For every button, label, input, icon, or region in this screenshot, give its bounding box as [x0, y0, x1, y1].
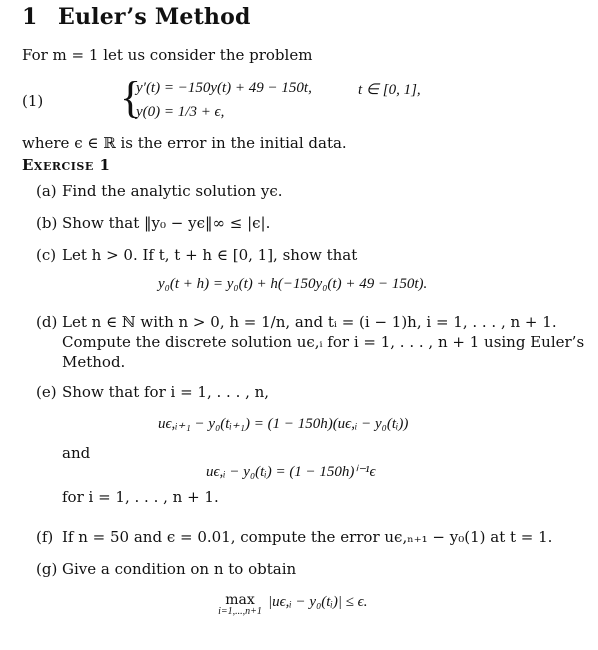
item-c-formula: y₀(t + h) = y₀(t) + h(−150y₀(t) + 49 − 150t). [158, 276, 428, 292]
item-e-label: (e) [36, 383, 57, 401]
equation-label: (1) [22, 92, 44, 110]
item-d-line-2: Compute the discrete solution uϵ,ᵢ for i = 1, . . . , n + 1 using Euler’s [62, 333, 585, 351]
section-title: Euler’s Method [58, 4, 251, 30]
item-d-label: (d) [36, 313, 58, 331]
item-f-text: If n = 50 and ϵ = 0.01, compute the error uϵ,ₙ₊₁ − y₀(1) at t = 1. [62, 528, 553, 546]
max-operator: max [225, 592, 255, 608]
item-e-and: and [62, 444, 91, 462]
item-g-formula: |uϵ,ᵢ − y₀(tᵢ)| ≤ ϵ. [268, 594, 368, 610]
item-e-formula-1: uϵ,ᵢ₊₁ − y₀(tᵢ₊₁) = (1 − 150h)(uϵ,ᵢ − y₀(tᵢ)) [158, 416, 409, 432]
item-c-text: Let h > 0. If t, t + h ∈ [0, 1], show that [62, 246, 358, 264]
item-e-for-text: for i = 1, . . . , n + 1. [62, 488, 219, 506]
item-e-text: Show that for i = 1, . . . , n, [62, 383, 270, 401]
system-brace: { [120, 73, 142, 122]
max-subscript: i=1,...,n+1 [218, 606, 262, 617]
item-f-label: (f) [36, 528, 54, 546]
item-b-text: Show that ‖y₀ − yϵ‖∞ ≤ |ϵ|. [62, 214, 271, 232]
exercise-label: Exercise 1 [22, 156, 111, 174]
item-g-text: Give a condition on n to obtain [62, 560, 297, 578]
item-a-label: (a) [36, 182, 57, 200]
section-number: 1 [22, 4, 38, 30]
item-g-label: (g) [36, 560, 58, 578]
system-line-2: y(0) = 1/3 + ϵ, [136, 104, 225, 120]
where-text: where ϵ ∈ ℝ is the error in the initial data. [22, 134, 347, 152]
item-d-line-3: Method. [62, 353, 126, 371]
intro-text: For m = 1 let us consider the problem [22, 46, 313, 64]
system-domain: t ∈ [0, 1], [358, 82, 421, 98]
item-e-formula-2: uϵ,ᵢ − y₀(tᵢ) = (1 − 150h)ⁱ⁻¹ϵ [206, 464, 376, 480]
item-b-label: (b) [36, 214, 58, 232]
item-a-text: Find the analytic solution yϵ. [62, 182, 283, 200]
item-d-line-1: Let n ∈ ℕ with n > 0, h = 1/n, and tᵢ = (i − 1)h, i = 1, . . . , n + 1. [62, 313, 557, 331]
section-heading [22, 4, 251, 30]
system-line-1: y′(t) = −150y(t) + 49 − 150t, [136, 80, 312, 96]
item-c-label: (c) [36, 246, 57, 264]
item-g-max [212, 594, 268, 618]
